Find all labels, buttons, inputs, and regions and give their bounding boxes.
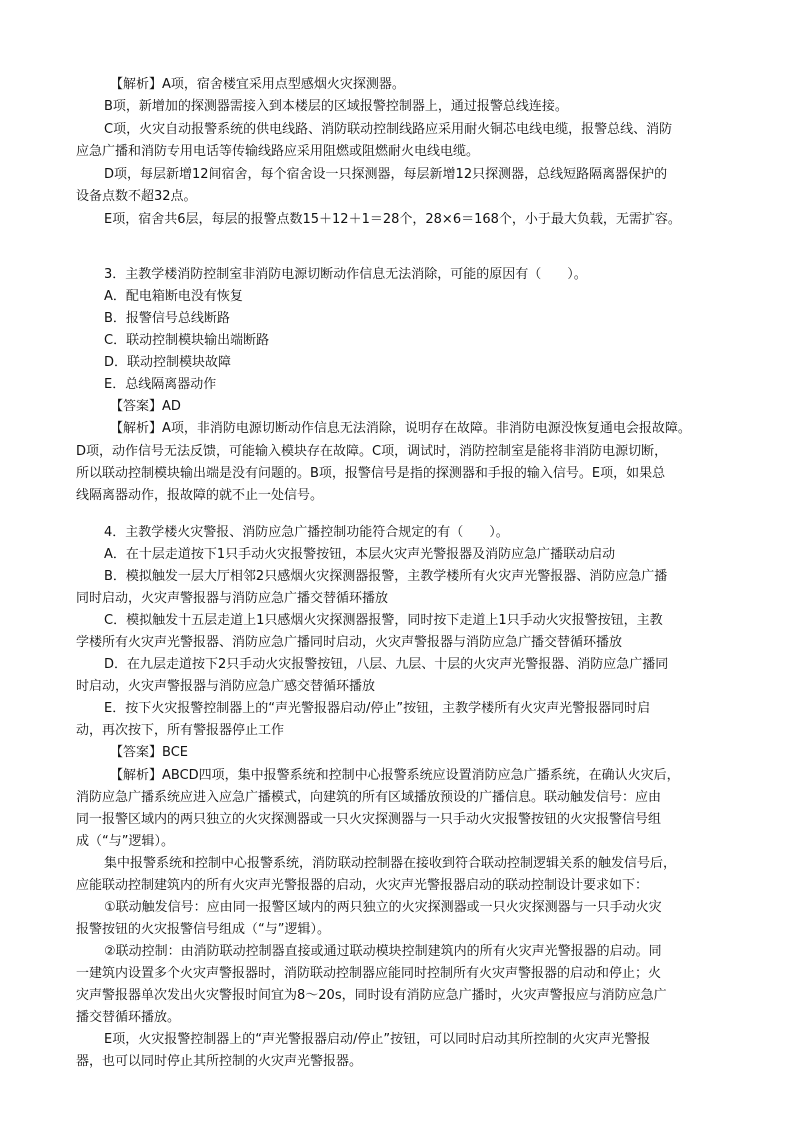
analysis-line: 应急广播和消防专用电话等传输线路应采用阻燃或阻燃耐火电线电缆。 (76, 144, 480, 159)
analysis-line: E项，宿舍共6层，每层的报警点数15＋12＋1＝28个，28×6＝168个，小于最大负载，无需扩容。 (104, 212, 681, 227)
analysis-line: 同一报警区域内的两只独立的火灾探测器或一只火灾探测器与一只手动火灾报警按钮的火灾报警信号组 (76, 812, 662, 827)
analysis-line: ②联动控制：由消防联动控制器直接或通过联动模块控制建筑内的所有火灾声光警报器的启动。同 (104, 944, 662, 959)
analysis-line: 线隔离器动作，报故障的就不止一处信号。 (76, 488, 324, 503)
analysis-line: C项，火灾自动报警系统的供电线路、消防联动控制线路应采用耐火铜芯电线电缆，报警总线、消防 (104, 122, 673, 137)
option-b: B．模拟触发一层大厅相邻2只感烟火灾探测器报警，主教学楼所有火灾声光警报器、消防应急广播 (104, 569, 668, 584)
option-a: A．在十层走道按下1只手动火灾报警按钮，本层火灾声光警报器及消防应急广播联动启动 (104, 547, 616, 562)
option-a: A．配电箱断电没有恢复 (104, 289, 243, 304)
analysis-line: 消防应急广播系统应进入应急广播模式，向建筑的所有区域播放预设的广播信息。联动触发信号：应由 (76, 790, 662, 805)
analysis-line: 设备点数不超32点。 (76, 189, 197, 204)
analysis-line: 成（“与”逻辑）。 (76, 834, 174, 849)
option-d-cont: 时启动，火灾声警报器与消防应急广感交替循环播放 (76, 679, 376, 694)
analysis-line: 器，也可以同时停止其所控制的火灾声光警报器。 (76, 1054, 363, 1069)
question-4: 4．主教学楼火灾警报、消防应急广播控制功能符合规定的有（ ）。 (104, 525, 509, 540)
analysis-line: D项，动作信号无法反馈，可能输入模块存在故障。C项，调试时，消防控制室是能将非消防电源切断， (76, 444, 668, 459)
analysis-line: 播交替循环播放。 (76, 1010, 181, 1025)
option-d: D．联动控制模块故障 (104, 355, 232, 370)
option-c: C．联动控制模块输出端断路 (104, 333, 270, 348)
option-b-cont: 同时启动，火灾声警报器与消防应急广播交替循环播放 (76, 591, 389, 606)
analysis-line: 灾声警报器单次发出火灾警报时间宜为8～20s，同时设有消防应急广播时，火灾声警报应与消防应急广 (76, 988, 667, 1003)
option-e: E．总线隔离器动作 (104, 377, 217, 392)
analysis-line: 所以联动控制模块输出端是没有问题的。B项，报警信号是指的探测器和手报的输入信号。E项，如果总 (76, 466, 666, 481)
analysis-line: B项，新增加的探测器需接入到本楼层的区域报警控制器上，通过报警总线连接。 (104, 99, 568, 114)
analysis-line: 【解析】ABCD四项，集中报警系统和控制中心报警系统应设置消防应急广播系统，在确认火灾后， (110, 768, 680, 783)
option-c-cont: 学楼所有火灾声光警报器、消防应急广播同时启动，火灾声警报器与消防应急广播交替循环播放 (76, 635, 623, 650)
analysis-line: E项，火灾报警控制器上的“声光警报器启动/停止”按钮，可以同时启动其所控制的火灾声光警报 (104, 1032, 651, 1047)
option-b: B．报警信号总线断路 (104, 311, 230, 326)
analysis-line: 【解析】A项，非消防电源切断动作信息无法消除，说明存在故障。非消防电源没恢复通电会报故障。 (110, 421, 691, 436)
analysis-line: 集中报警系统和控制中心报警系统，消防联动控制器在接收到符合联动控制逻辑关系的触发信号后， (104, 856, 677, 871)
analysis-line: 一建筑内设置多个火灾声警报器时，消防联动控制器应能同时控制所有火灾声警报器的启动和停止；火 (76, 966, 662, 981)
answer: 【答案】BCE (110, 745, 188, 760)
analysis-line: D项，每层新增12间宿舍，每个宿舍设一只探测器，每层新增12只探测器，总线短路隔离器保护的 (104, 167, 668, 182)
answer: 【答案】AD (110, 399, 181, 414)
analysis-line: 【解析】A项，宿舍楼宜采用点型感烟火灾探测器。 (110, 77, 405, 92)
analysis-line: ①联动触发信号：应由同一报警区域内的两只独立的火灾探测器或一只火灾探测器与一只手动火灾 (104, 900, 662, 915)
option-c: C．模拟触发十五层走道上1只感烟火灾探测器报警，同时按下走道上1只手动火灾报警按钮，主教 (104, 613, 663, 628)
option-e: E．按下火灾报警控制器上的“声光警报器启动/停止”按钮，主教学楼所有火灾声光警报器同时启 (104, 701, 651, 716)
analysis-line: 应能联动控制建筑内的所有火灾声光警报器的启动，火灾声光警报器启动的联动控制设计要求如下： (76, 878, 649, 893)
option-d: D．在九层走道按下2只手动火灾报警按钮，八层、九层、十层的火灾声光警报器、消防应急广播同 (104, 657, 669, 672)
option-e-cont: 动，再次按下，所有警报器停止工作 (76, 723, 285, 738)
analysis-line: 报警按钮的火灾报警信号组成（“与”逻辑）。 (76, 922, 330, 937)
question-3: 3．主教学楼消防控制室非消防电源切断动作信息无法消除，可能的原因有（ ）。 (104, 267, 587, 282)
